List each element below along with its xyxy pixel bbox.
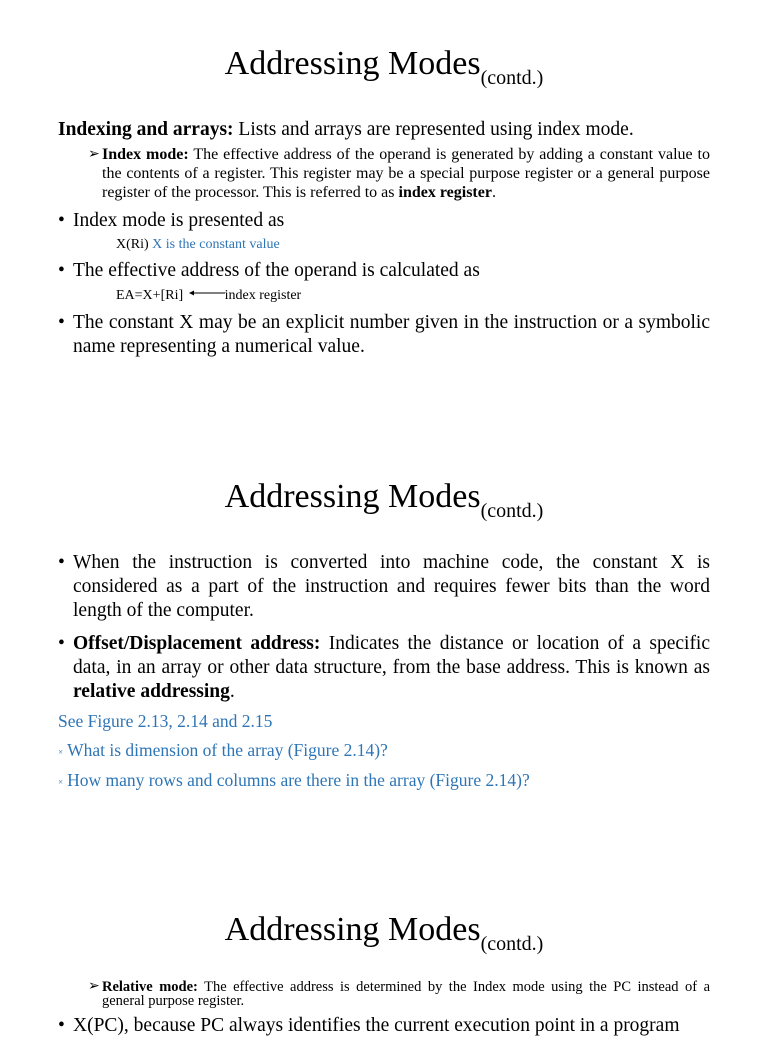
arrow-bullet-icon: ➢ — [88, 147, 100, 162]
slide1-title: Addressing Modes$_{(contd.)}$ — [224, 45, 544, 89]
slide3-title: Addressing Modes$_{(contd.)}$ — [224, 911, 544, 955]
slide2-question-2: × How many rows and columns are there in the array (Figure 2.14)? — [58, 770, 530, 790]
slide1-ea-formula: EA=X+[Ri] index register — [116, 288, 302, 303]
slide2-see-figure: See Figure 2.13, 2.14 and 2.15 — [58, 711, 273, 731]
x-bullet-icon: × — [58, 747, 64, 757]
slide1-index-mode: ➢ Index mode: The effective address of the operand is generated by adding a constant value to the contents of a register. This register may be a special purpose register or a general purpose register of the processor. This is referred to as index register. — [88, 146, 711, 201]
slide3-relative-mode: ➢ Relative mode: The effective address is determined by the Index mode using the PC instead of a general purpose register. — [88, 979, 710, 1009]
slide2-question-1: × What is dimension of the array (Figure 2.14)? — [58, 740, 388, 760]
slide1-xri: X(Ri) X is the constant value — [116, 237, 280, 252]
slide1-bullet-3: • The constant X may be an explicit number given in the instruction or a symbolic name representing a numerical value. — [58, 312, 710, 357]
arrow-left-icon — [189, 289, 225, 297]
slide3-bullet-cut: • X(PC), because PC always identifies the current execution point in a program — [58, 1015, 680, 1036]
slide1-bullet-2: • The effective address of the operand is calculated as — [58, 260, 480, 281]
slide2-bullet-2: • Offset/Displacement address: Indicates the distance or location of a specific data, in an array or other data structure, from the base address. This is known as relative addressing. — [58, 633, 711, 702]
x-bullet-icon: × — [58, 777, 64, 787]
slide2-title: Addressing Modes$_{(contd.)}$ — [224, 478, 544, 522]
arrow-bullet-icon: ➢ — [88, 979, 100, 994]
slide2-bullet-1: • When the instruction is converted into machine code, the constant X is considered as a part of the instruction and requires fewer bits than the word length of the computer. — [58, 552, 710, 621]
slide1-bullet-1: • Index mode is presented as — [58, 210, 285, 231]
slide1-intro: Indexing and arrays: Lists and arrays are represented using index mode. — [58, 119, 634, 140]
